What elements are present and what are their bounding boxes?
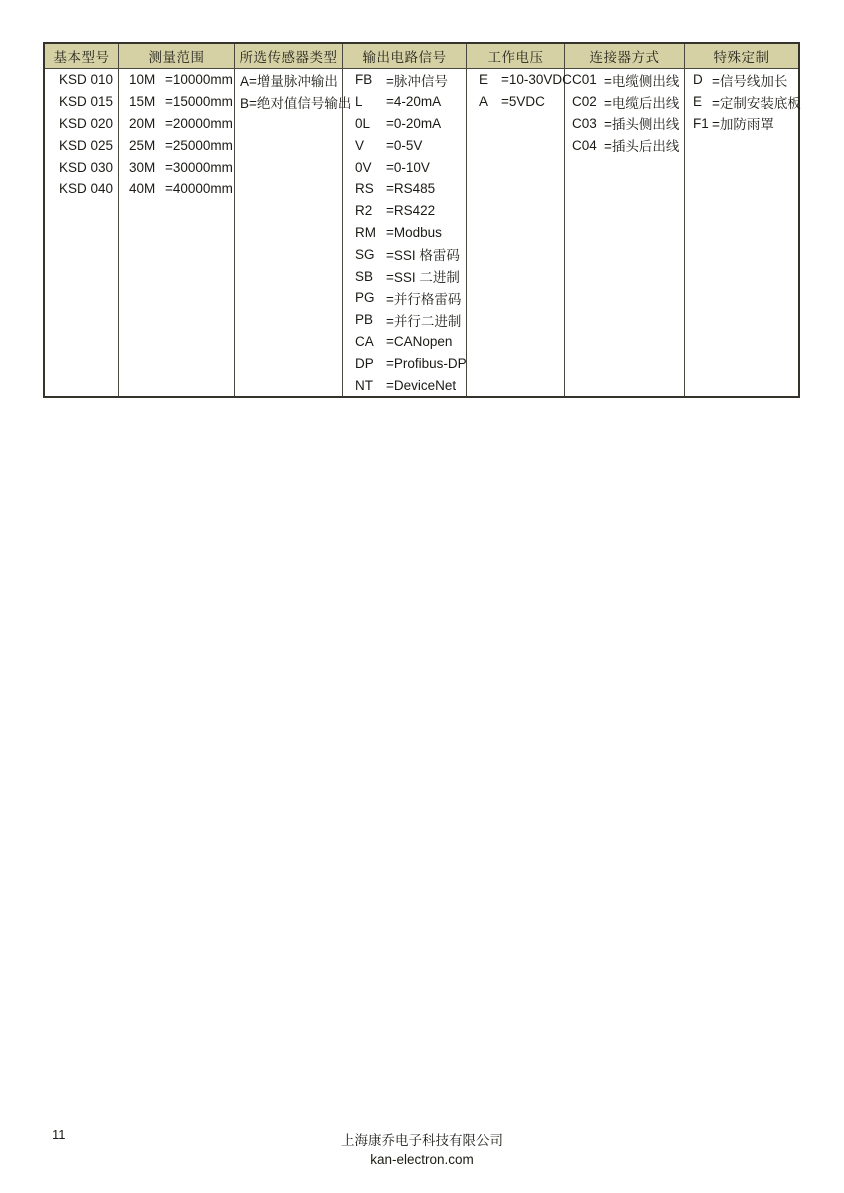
column-connector-type <box>565 44 685 396</box>
output-desc: =0-5V <box>386 137 423 153</box>
voltage-desc: =10-30VDC <box>501 72 572 88</box>
sensor-item: A=增量脉冲输出 <box>240 73 338 89</box>
range-desc: =25000mm <box>165 137 233 153</box>
output-code: PB <box>355 312 374 328</box>
voltage-code: E <box>479 72 489 88</box>
output-desc: =Profibus-DP <box>386 355 467 371</box>
output-desc: =SSI 二进制 <box>386 270 460 286</box>
range-desc: =15000mm <box>165 94 233 110</box>
output-code: RM <box>355 224 376 240</box>
output-desc: =SSI 格雷码 <box>386 248 460 264</box>
column-sensor-type <box>235 44 352 396</box>
connector-desc: =插头后出线 <box>604 139 680 155</box>
voltage-item <box>467 69 572 91</box>
model-item: KSD 040 <box>59 181 114 197</box>
range-desc: =40000mm <box>165 181 233 197</box>
footer-website: kan-electron.com <box>370 1152 474 1167</box>
output-code: FB <box>355 72 373 88</box>
column-body-basic-model <box>45 69 118 396</box>
model-item: KSD 020 <box>59 115 114 131</box>
range-item <box>119 134 234 156</box>
custom-item <box>685 91 801 113</box>
custom-item <box>685 113 798 135</box>
range-code: 20M <box>129 115 156 131</box>
output-item <box>343 352 466 374</box>
output-item <box>343 178 466 200</box>
ordering-spec-table <box>43 42 800 398</box>
output-desc: =Modbus <box>386 224 442 240</box>
output-item <box>343 265 466 287</box>
column-header-connector-type: 连接器方式 <box>565 44 684 69</box>
connector-code: C02 <box>572 94 597 110</box>
range-code: 15M <box>129 94 156 110</box>
output-item <box>343 91 466 113</box>
custom-desc: =加防雨罩 <box>712 117 774 133</box>
output-desc: =4-20mA <box>386 94 442 110</box>
column-body-sensor-type <box>235 69 352 396</box>
voltage-item <box>467 91 564 113</box>
output-item <box>343 374 466 396</box>
column-body-connector-type <box>565 69 684 396</box>
custom-code: F1 <box>693 115 709 131</box>
connector-code: C01 <box>572 72 597 88</box>
column-header-working-voltage: 工作电压 <box>467 44 564 69</box>
output-desc: =RS485 <box>386 181 436 197</box>
column-header-measure-range: 测量范围 <box>119 44 234 69</box>
column-body-working-voltage <box>467 69 572 396</box>
output-desc: =脉冲信号 <box>386 73 448 89</box>
range-item <box>119 69 234 91</box>
column-header-output-signal: 输出电路信号 <box>343 44 466 69</box>
model-item: KSD 030 <box>59 159 114 175</box>
output-desc: =0-20mA <box>386 115 442 131</box>
output-code: 0L <box>355 115 371 131</box>
voltage-desc: =5VDC <box>501 94 545 110</box>
custom-item <box>685 69 798 91</box>
range-item <box>119 178 234 200</box>
output-desc: =DeviceNet <box>386 377 457 393</box>
connector-item <box>565 113 684 135</box>
page-number: 11 <box>52 1127 66 1142</box>
column-body-special-custom <box>685 69 801 396</box>
column-header-basic-model: 基本型号 <box>45 44 118 69</box>
custom-code: E <box>693 94 703 110</box>
column-body-output-signal <box>343 69 466 396</box>
output-desc: =并行格雷码 <box>386 291 462 307</box>
output-desc: =CANopen <box>386 333 453 349</box>
output-code: SB <box>355 268 374 284</box>
column-body-measure-range <box>119 69 234 396</box>
connector-code: C03 <box>572 115 597 131</box>
output-code: 0V <box>355 159 372 175</box>
connector-item <box>565 69 684 91</box>
custom-code: D <box>693 72 703 88</box>
sensor-item: B=绝对值信号输出 <box>240 95 352 111</box>
column-special-custom <box>685 44 801 396</box>
range-item <box>119 156 234 178</box>
range-item <box>119 91 234 113</box>
column-output-signal <box>343 44 467 396</box>
output-desc: =0-10V <box>386 159 430 175</box>
output-code: R2 <box>355 203 373 219</box>
output-item <box>343 287 466 309</box>
output-item <box>343 331 466 353</box>
voltage-code: A <box>479 94 489 110</box>
output-item <box>343 113 466 135</box>
column-measure-range <box>119 44 235 396</box>
column-basic-model <box>45 44 119 396</box>
custom-desc: =定制安装底板 <box>712 95 801 111</box>
output-item <box>343 222 466 244</box>
output-item <box>343 134 466 156</box>
output-code: V <box>355 137 365 153</box>
range-desc: =10000mm <box>165 72 233 88</box>
output-code: NT <box>355 377 373 393</box>
range-code: 40M <box>129 181 156 197</box>
output-item <box>343 156 466 178</box>
output-code: DP <box>355 355 374 371</box>
range-desc: =30000mm <box>165 159 233 175</box>
range-code: 10M <box>129 72 156 88</box>
output-item <box>343 243 466 265</box>
output-code: L <box>355 94 363 110</box>
range-code: 30M <box>129 159 156 175</box>
column-working-voltage <box>467 44 572 396</box>
connector-code: C04 <box>572 137 597 153</box>
output-item <box>343 200 466 222</box>
connector-desc: =电缆后出线 <box>604 95 680 111</box>
column-header-special-custom: 特殊定制 <box>685 44 798 69</box>
connector-item <box>565 91 684 113</box>
output-desc: =RS422 <box>386 203 436 219</box>
custom-desc: =信号线加长 <box>712 73 788 89</box>
range-item <box>119 113 234 135</box>
output-code: CA <box>355 333 374 349</box>
model-item: KSD 010 <box>59 72 114 88</box>
output-code: SG <box>355 246 375 262</box>
connector-desc: =插头侧出线 <box>604 117 680 133</box>
footer-company-name: 上海康乔电子科技有限公司 <box>341 1133 503 1148</box>
output-desc: =并行二进制 <box>386 313 462 329</box>
connector-item <box>565 134 684 156</box>
output-item <box>343 69 466 91</box>
column-header-sensor-type: 所选传感器类型 <box>235 44 342 69</box>
output-item <box>343 309 466 331</box>
model-item: KSD 025 <box>59 137 114 153</box>
connector-desc: =电缆侧出线 <box>604 73 680 89</box>
output-code: PG <box>355 290 375 306</box>
range-desc: =20000mm <box>165 115 233 131</box>
output-code: RS <box>355 181 374 197</box>
range-code: 25M <box>129 137 156 153</box>
model-item: KSD 015 <box>59 94 114 110</box>
